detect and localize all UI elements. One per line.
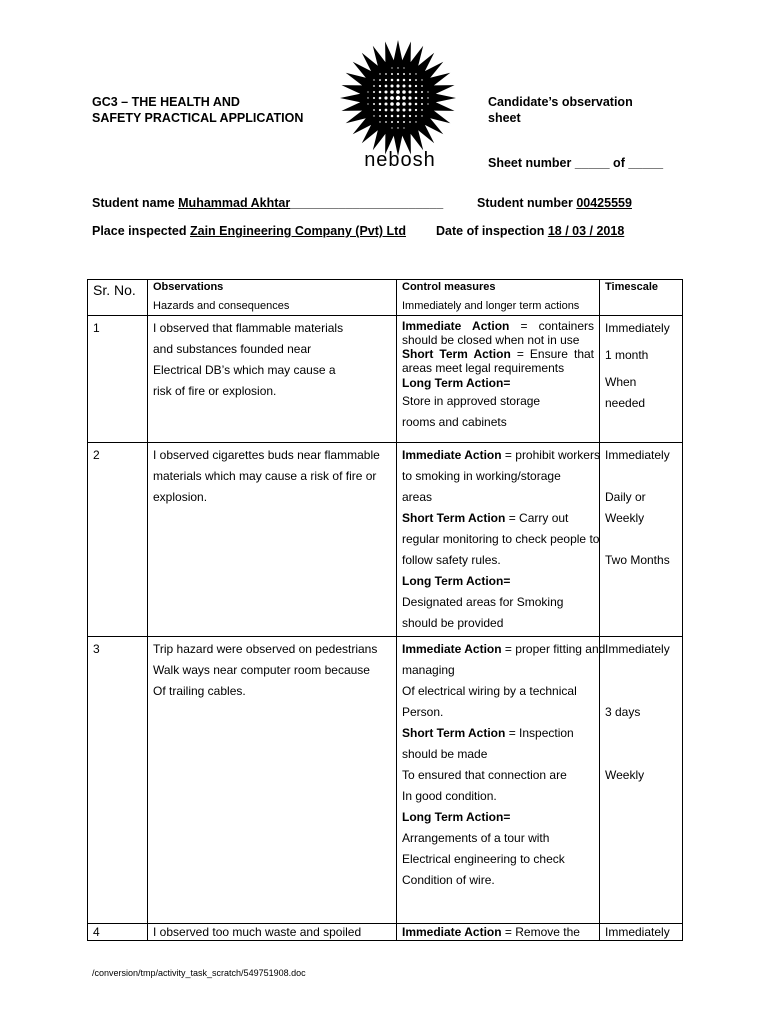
long-term-action: Long Term Action= — [402, 376, 511, 390]
header-control-sub: Immediately and longer term actions — [402, 300, 580, 312]
header-control-measures — [397, 280, 600, 316]
nebosh-sunburst-icon — [336, 32, 464, 172]
course-title — [92, 94, 303, 126]
header-observations — [148, 280, 397, 316]
observation-cell: Trip hazard were observed on pedestrians Walk ways near computer room because Of trailing cables. — [148, 637, 397, 924]
student-name-field — [92, 195, 443, 211]
short-term-action: Short Term Action = Ensure that areas meet legal requirements — [402, 347, 594, 375]
table-row — [88, 637, 683, 924]
row-number: 4 — [88, 924, 148, 941]
header-timescale: Timescale — [600, 280, 683, 316]
header-observations-title: Observations — [153, 281, 224, 293]
control-measures-cell: Immediate Action = containers should be closed when not in use Short Term Action = Ensure that areas meet legal requirements Long Term Action= Store in approved storage rooms and cabinets — [397, 316, 600, 443]
row-number: 2 — [88, 443, 148, 637]
observation-table — [87, 279, 683, 941]
course-title-line2: SAFETY PRACTICAL APPLICATION — [92, 111, 304, 125]
immediate-action: Immediate Action = prohibit workers — [402, 448, 600, 462]
control-measures-cell — [397, 924, 600, 941]
table-row — [88, 443, 683, 637]
inspection-date-field — [436, 223, 624, 239]
row-number: 3 — [88, 637, 148, 924]
course-title-line1: GC3 – THE HEALTH AND — [92, 95, 240, 109]
table-header-row — [88, 280, 683, 316]
document-path-footer: /conversion/tmp/activity_task_scratch/549751908.doc — [92, 968, 306, 978]
control-measures-cell: Immediate Action = proper fitting and managing Of electrical wiring by a technical Person. Short Term Action = Inspection should be made To ensured that connection are In good condition. Long Term Action= Arrangements of a tour with Electrical engineering to check Condition of wire. — [397, 637, 600, 924]
immediate-action: Immediate Action = Remove the — [402, 925, 580, 939]
sheet-number: Sheet number _____ of _____ — [488, 156, 664, 170]
place-inspected-value: Zain Engineering Company (Pvt) Ltd — [189, 224, 406, 238]
nebosh-logo — [336, 32, 464, 172]
short-term-action: Short Term Action = Carry out — [402, 511, 569, 525]
sheet-title-line2: sheet — [488, 111, 521, 125]
control-measures-cell: Immediate Action = prohibit workers to smoking in working/storage areas Short Term Action = Carry out regular monitoring to check people to follow safety rules. Long Term Action= Designated areas for Smoking should be provided — [397, 443, 600, 637]
timescale-cell: Immediately Daily or Weekly Two Months — [600, 443, 683, 637]
student-name-value: Muhammad Akhtar — [178, 196, 291, 210]
student-name-label: Student name — [92, 196, 175, 210]
timescale-cell: Immediately — [600, 924, 683, 941]
nebosh-logo-text: nebosh — [364, 149, 436, 171]
observation-cell: I observed that flammable materials and substances founded near Electrical DB’s which may cause a risk of fire or explosion. — [148, 316, 397, 443]
header-control-title: Control measures — [402, 281, 496, 293]
observation-cell: I observed too much waste and spoiled — [148, 924, 397, 941]
observation-cell: I observed cigarettes buds near flammable materials which may cause a risk of fire or explosion. — [148, 443, 397, 637]
student-number-value: 00425559 — [576, 196, 632, 210]
inspection-date-value: 18 / 03 / 2018 — [547, 224, 625, 238]
table-row — [88, 924, 683, 941]
student-number-field — [477, 195, 632, 211]
timescale-cell: Immediately 1 month When needed — [600, 316, 683, 443]
place-inspected-field — [92, 223, 406, 239]
student-number-label: Student number — [477, 196, 573, 210]
immediate-action: Immediate Action = containers should be closed when not in use — [402, 319, 594, 347]
sheet-title — [488, 94, 633, 126]
place-inspected-label: Place inspected — [92, 224, 187, 238]
immediate-action: Immediate Action = proper fitting and — [402, 642, 606, 656]
long-term-action: Long Term Action= — [402, 810, 511, 824]
inspection-date-label: Date of inspection — [436, 224, 545, 238]
long-term-action: Long Term Action= — [402, 574, 511, 588]
header-srno: Sr. No. — [88, 280, 148, 316]
short-term-action: Short Term Action = Inspection — [402, 726, 574, 740]
table-row — [88, 316, 683, 443]
row-number: 1 — [88, 316, 148, 443]
timescale-cell: Immediately 3 days Weekly — [600, 637, 683, 924]
header-observations-sub: Hazards and consequences — [153, 300, 290, 312]
student-name-blank: ______________________ — [290, 196, 444, 210]
sheet-title-line1: Candidate’s observation — [488, 95, 633, 109]
